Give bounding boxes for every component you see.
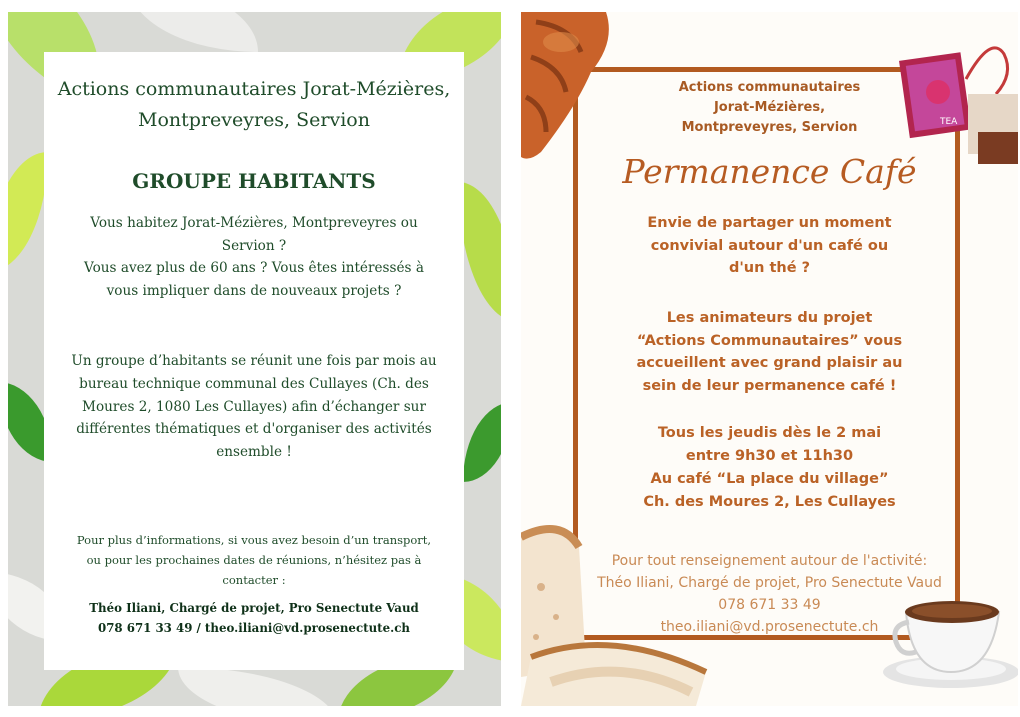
intro-paragraph: Vous habitez Jorat-Mézières, Montpreveyres ou Servion ? Vous avez plus de 60 ans ? Vous êtes intéressés à vous impliquer dans de nouveaux projets ? bbox=[84, 215, 424, 299]
flyer-title: Actions communautaires Jorat-Mézières, Montpreveyres, Servion bbox=[57, 78, 451, 131]
invite-paragraph: Envie de partager un moment convivial autour d'un café ou d'un thé ? bbox=[647, 215, 892, 276]
schedule-paragraph: Tous les jeudis dès le 2 mai entre 9h30 et 11h30 Au café “La place du village” Ch. des Moures 2, Les Cullayes bbox=[643, 425, 896, 510]
info-paragraph: Pour plus d’informations, si vous avez besoin d’un transport, ou pour les prochaines dates de réunions, n’hésitez pas à contacter : bbox=[76, 533, 432, 587]
flyer-heading: GROUPE HABITANTS bbox=[132, 169, 376, 193]
content-panel bbox=[44, 52, 464, 670]
leaf-decoration bbox=[8, 152, 48, 272]
flyer-groupe-habitants bbox=[8, 12, 501, 706]
contact-paragraph: Pour tout renseignement autour de l'activité: Théo Iliani, Chargé de projet, Pro Senectute Vaud 078 671 33 49 theo.iliani@vd.prosenectute.ch bbox=[597, 553, 942, 635]
leaf-decoration bbox=[458, 182, 501, 322]
description-paragraph: Un groupe d’habitants se réunit une fois par mois au bureau technique communal des Cullayes (Ch. des Moures 2, 1080 Les Cullayes) afin d’échanger sur différentes thématiques et d'organiser des activités ensemble ! bbox=[71, 353, 437, 461]
flyer-title: Permanence Café bbox=[622, 152, 917, 191]
contact-name: Théo Iliani, Chargé de projet, Pro Senectute Vaud bbox=[89, 601, 419, 615]
hosts-paragraph: Les animateurs du projet “Actions Communautaires” vous accueillent avec grand plaisir au sein de leur permanence café ! bbox=[636, 310, 903, 394]
flyer-permanence-cafe bbox=[521, 12, 1018, 706]
leaf-decoration bbox=[463, 402, 501, 482]
org-name: Actions communautaires Jorat-Mézières, Montpreveyres, Servion bbox=[678, 80, 861, 135]
contact-details: 078 671 33 49 / theo.iliani@vd.prosenectute.ch bbox=[98, 621, 410, 635]
leaf-decoration bbox=[178, 667, 338, 706]
tea-label: TEA bbox=[940, 117, 958, 127]
leaf-decoration bbox=[128, 12, 258, 52]
